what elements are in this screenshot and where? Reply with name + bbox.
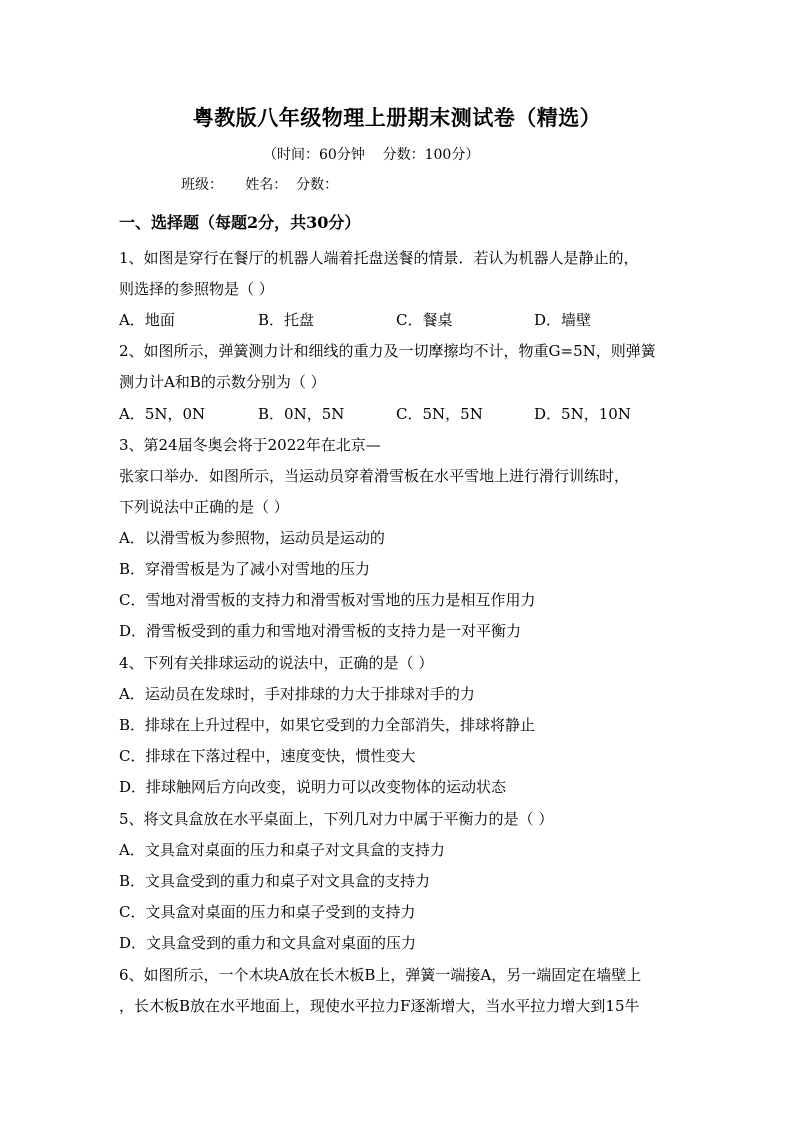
question-2-option-d: D．5N，10N (534, 405, 631, 423)
question-5-option-b: B．文具盒受到的重力和桌子对文具盒的支持力 (119, 872, 431, 890)
question-4-option-a: A．运动员在发球时，手对排球的力大于排球对手的力 (119, 685, 475, 703)
question-4-option-d: D．排球触网后方向改变，说明力可以改变物体的运动状态 (119, 778, 507, 796)
question-4-option-b: B．排球在上升过程中，如果它受到的力全部消失，排球将静止 (119, 716, 536, 734)
question-5-line-1: 5、将文具盒放在水平桌面上，下列几对力中属于平衡力的是（ ） (119, 810, 554, 828)
question-2-option-c: C．5N，5N (396, 405, 483, 423)
question-5-option-a: A．文具盒对桌面的压力和桌子对文具盒的支持力 (119, 841, 445, 859)
question-4-option-c: C．排球在下落过程中，速度变快，惯性变大 (119, 747, 416, 765)
question-3-line-3: 下列说法中正确的是（ ） (119, 498, 289, 516)
question-6-line-1: 6、如图所示，一个木块A放在长木板B上，弹簧一端接A，另一端固定在墙壁上 (119, 966, 642, 984)
class-name-score-line: 班级： 姓名： 分数： (181, 177, 339, 193)
question-3-line-2: 张家口举办．如图所示，当运动员穿着滑雪板在水平雪地上进行滑行训练时， (119, 467, 630, 485)
question-4-line-1: 4、下列有关排球运动的说法中，正确的是（ ） (119, 654, 434, 672)
question-5-option-c: C．文具盒对桌面的压力和桌子受到的支持力 (119, 903, 416, 921)
question-1-option-d: D．墙壁 (534, 311, 592, 329)
question-2-option-b: B．0N，5N (258, 405, 345, 423)
question-1-option-c: C．餐桌 (396, 311, 453, 329)
question-3-line-1: 3、第24届冬奥会将于2022年在北京— (119, 436, 381, 454)
question-1-option-b: B．托盘 (258, 311, 315, 329)
question-6-line-2: ，长木板B放在水平地面上，现使水平拉力F逐渐增大，当水平拉力增大到15牛 (119, 997, 640, 1015)
exam-title: 粤教版八年级物理上册期末测试卷（精选） (192, 105, 602, 130)
section-heading-choice: 一、选择题（每题2分，共30分） (119, 213, 361, 232)
question-3-option-b: B．穿滑雪板是为了减小对雪地的压力 (119, 560, 371, 578)
question-3-option-a: A．以滑雪板为参照物，运动员是运动的 (119, 529, 385, 547)
question-3-option-d: D．滑雪板受到的重力和雪地对滑雪板的支持力是一对平衡力 (119, 622, 522, 640)
question-2-line-2: 测力计A和B的示数分别为（ ） (119, 373, 326, 391)
question-2-line-1: 2、如图所示，弹簧测力计和细线的重力及一切摩擦均不计，物重G=5N，则弹簧 (119, 342, 656, 360)
question-1-line-2: 则选择的参照物是（ ） (119, 280, 274, 298)
question-1-option-a: A．地面 (119, 311, 175, 329)
question-5-option-d: D．文具盒受到的重力和文具盒对桌面的压力 (119, 934, 417, 952)
question-3-option-c: C．雪地对滑雪板的支持力和滑雪板对雪地的压力是相互作用力 (119, 591, 536, 609)
question-2-option-a: A．5N，0N (119, 405, 206, 423)
time-score-info: （时间：60分钟 分数：100分） (263, 147, 480, 163)
question-1-line-1: 1、如图是穿行在餐厅的机器人端着托盘送餐的情景．若认为机器人是静止的， (119, 249, 639, 267)
